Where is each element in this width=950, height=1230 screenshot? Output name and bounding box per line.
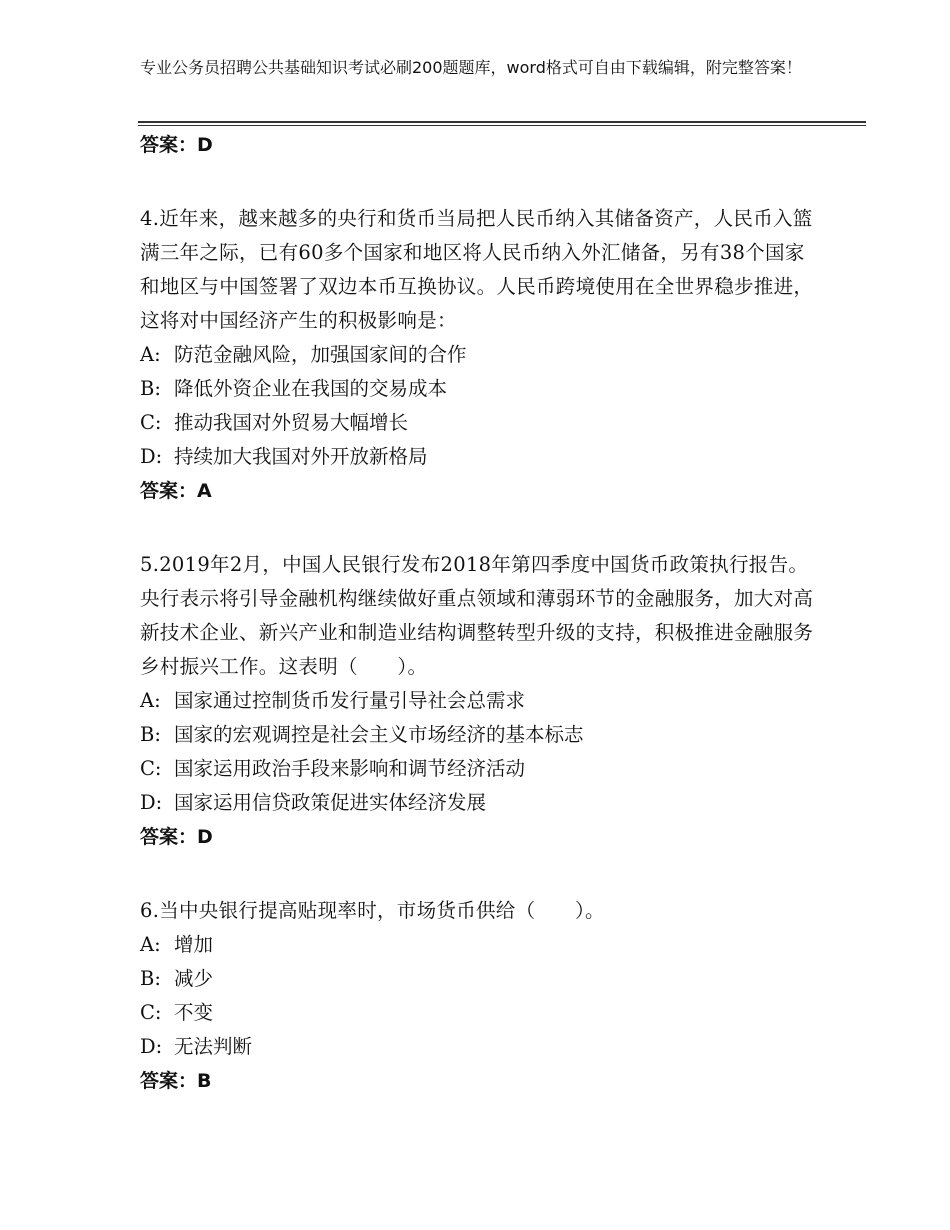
answer-line: 答案：B	[140, 1070, 212, 1092]
answer-line: 答案：D	[140, 134, 213, 156]
option-text: 国家运用信贷政策促进实体经济发展	[174, 791, 487, 814]
option-text: 国家运用政治手段来影响和调节经济活动	[174, 757, 526, 780]
question-stem: 5.2019年2月，中国人民银行发布2018年第四季度中国货币政策执行报告。央行表示将引导金融机构继续做好重点领域和薄弱环节的金融服务，加大对高新技术企业、新兴产业和制造业结构调整转型升级的支持，积极推进金融服务乡村振兴工作。这表明（ ）。	[140, 553, 814, 678]
option-a	[140, 338, 820, 372]
option-d	[140, 1030, 820, 1064]
option-b	[140, 372, 820, 406]
option-text: 降低外资企业在我国的交易成本	[174, 377, 448, 400]
option-text: 增加	[174, 933, 214, 956]
option-letter: B:	[140, 967, 161, 990]
answer-line: 答案：D	[140, 826, 213, 848]
option-text: 推动我国对外贸易大幅增长	[174, 411, 409, 434]
option-letter: A:	[140, 933, 161, 956]
option-text: 国家通过控制货币发行量引导社会总需求	[174, 689, 526, 712]
option-letter: C:	[140, 1001, 162, 1024]
question-stem: 4.近年来，越来越多的央行和货币当局把人民币纳入其储备资产，人民币入篮满三年之际，已有60多个国家和地区将人民币纳入外汇储备，另有38个国家和地区与中国签署了双边本币互换协议。人民币跨境使用在全世界稳步推进，这将对中国经济产生的积极影响是：	[140, 207, 814, 332]
header-rule-thick	[138, 121, 866, 123]
option-letter: A:	[140, 343, 161, 366]
option-letter: D:	[140, 791, 163, 814]
option-a	[140, 684, 820, 718]
option-letter: A:	[140, 689, 161, 712]
option-c	[140, 996, 820, 1030]
option-a	[140, 928, 820, 962]
header-rule-thin	[138, 125, 866, 126]
option-letter: D:	[140, 445, 163, 468]
option-text: 国家的宏观调控是社会主义市场经济的基本标志	[174, 723, 584, 746]
option-letter: B:	[140, 377, 161, 400]
option-letter: D:	[140, 1035, 163, 1058]
option-d	[140, 786, 820, 820]
option-text: 不变	[174, 1001, 214, 1024]
option-text: 防范金融风险，加强国家间的合作	[174, 343, 467, 366]
option-text: 持续加大我国对外开放新格局	[174, 445, 428, 468]
document-body	[140, 128, 820, 1098]
option-text: 无法判断	[174, 1035, 253, 1058]
option-c	[140, 406, 820, 440]
question-block	[140, 202, 820, 508]
page-header: 专业公务员招聘公共基础知识考试必刷200题题库，word格式可自由下载编辑，附完整答案！	[140, 58, 802, 77]
question-block	[140, 894, 820, 1098]
option-letter: B:	[140, 723, 161, 746]
option-letter: C:	[140, 411, 162, 434]
answer-line: 答案：A	[140, 480, 212, 502]
option-c	[140, 752, 820, 786]
option-b	[140, 962, 820, 996]
option-b	[140, 718, 820, 752]
option-letter: C:	[140, 757, 162, 780]
option-text: 减少	[174, 967, 214, 990]
question-stem: 6.当中央银行提高贴现率时，市场货币供给（ ）。	[140, 899, 605, 922]
question-block	[140, 548, 820, 854]
option-d	[140, 440, 820, 474]
